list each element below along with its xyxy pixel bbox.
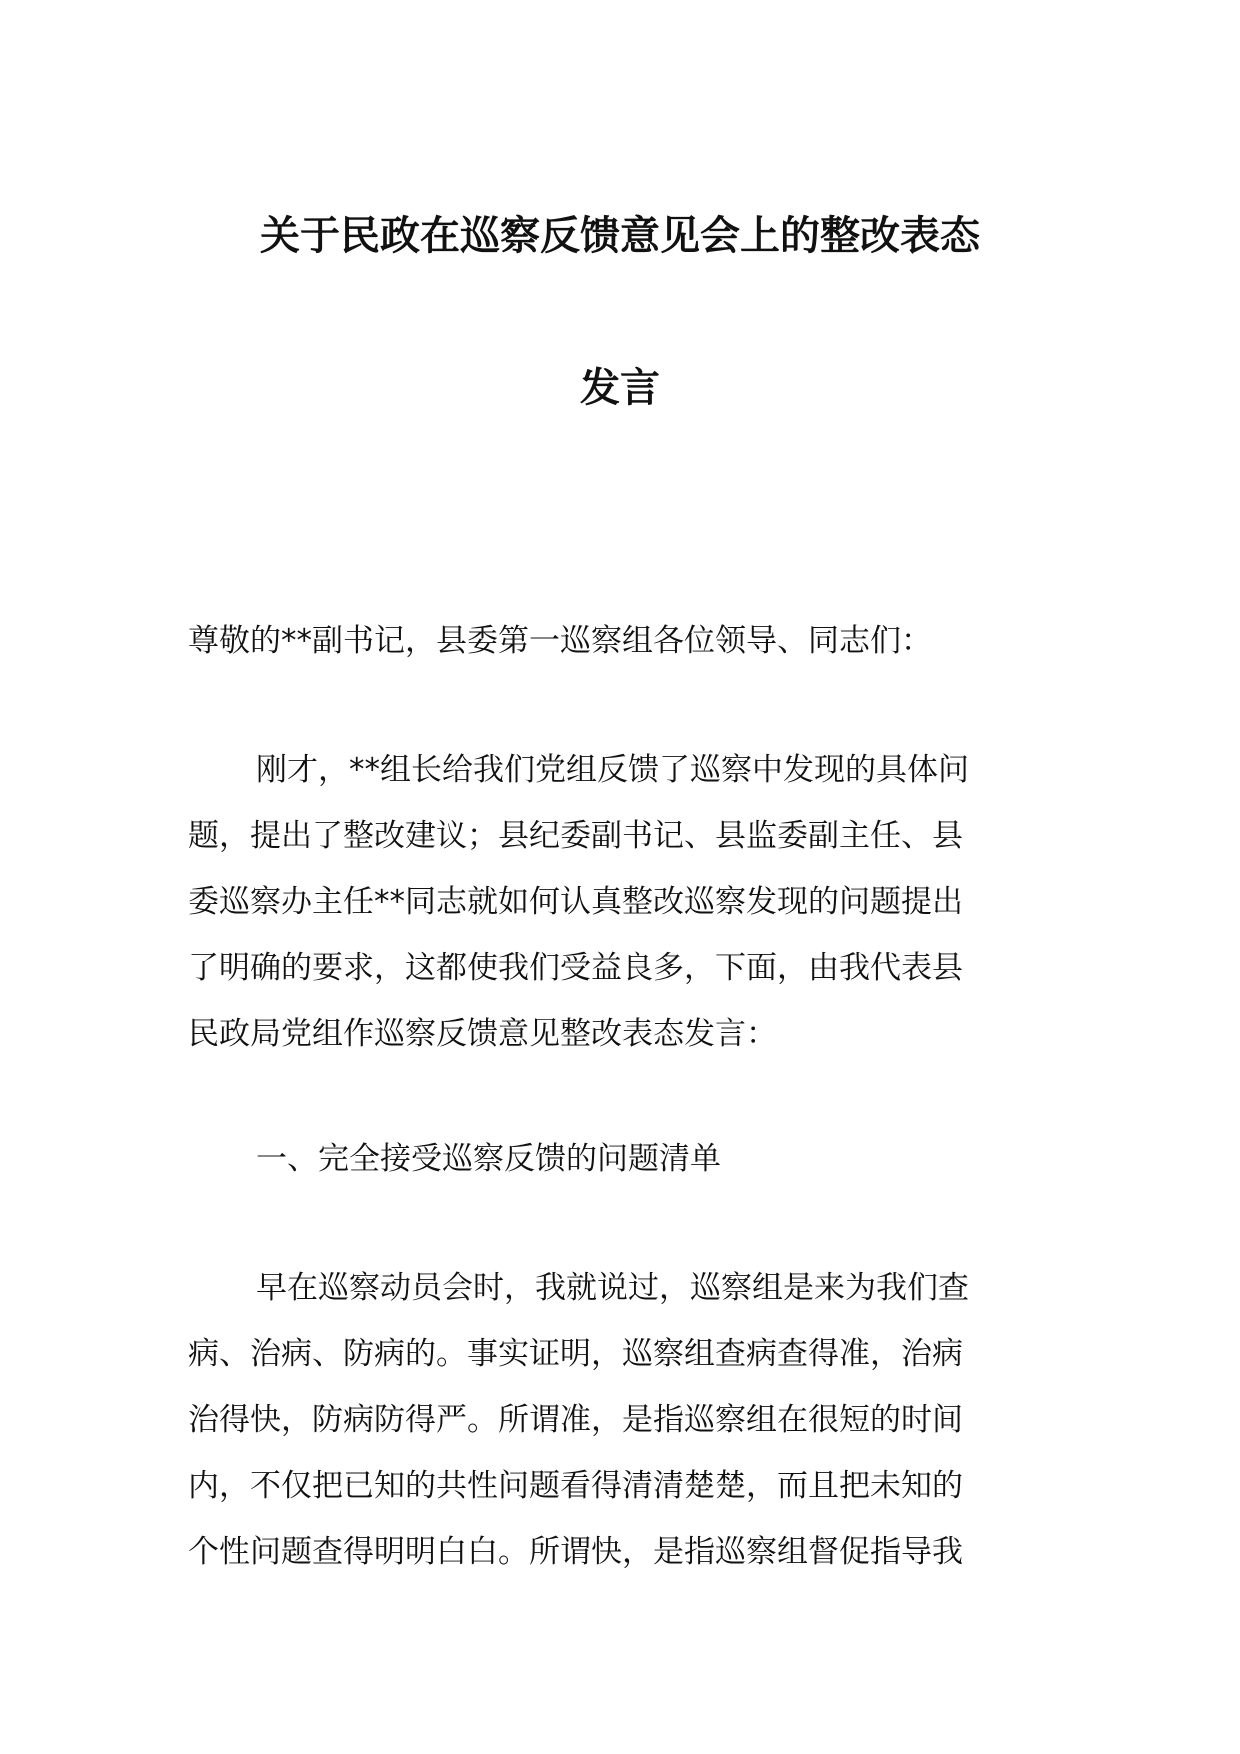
paragraph-2-line: 早在巡察动员会时，我就说过，巡察组是来为我们查	[256, 1270, 969, 1306]
document-title-line-1: 关于民政在巡察反馈意见会上的整改表态	[260, 213, 980, 259]
salutation	[188, 608, 1054, 674]
paragraph-2-line: 病、治病、防病的。事实证明，巡察组查病查得准，治病	[188, 1336, 963, 1372]
section-heading-text: 一、完全接受巡察反馈的问题清单	[256, 1141, 721, 1177]
paragraph-1-line: 题，提出了整改建议；县纪委副书记、县监委副主任、县	[188, 818, 963, 854]
section-heading-1	[188, 1126, 1054, 1192]
paragraph-1	[188, 737, 1054, 1067]
document-title-line-2: 发言	[580, 365, 660, 411]
paragraph-1-line: 委巡察办主任**同志就如何认真整改巡察发现的问题提出	[188, 884, 963, 920]
paragraph-2-line: 个性问题查得明明白白。所谓快，是指巡察组督促指导我	[188, 1534, 963, 1570]
paragraph-1-line: 刚才，**组长给我们党组反馈了巡察中发现的具体问	[256, 752, 969, 788]
salutation-text: 尊敬的**副书记，县委第一巡察组各位领导、同志们：	[188, 623, 932, 659]
paragraph-2-line: 内，不仅把已知的共性问题看得清清楚楚，而且把未知的	[188, 1468, 963, 1504]
paragraph-2-line: 治得快，防病防得严。所谓准，是指巡察组在很短的时间	[188, 1402, 963, 1438]
paragraph-1-line: 了明确的要求，这都使我们受益良多，下面，由我代表县	[188, 950, 963, 986]
paragraph-1-line: 民政局党组作巡察反馈意见整改表态发言：	[188, 1016, 777, 1052]
paragraph-2	[188, 1255, 1054, 1585]
